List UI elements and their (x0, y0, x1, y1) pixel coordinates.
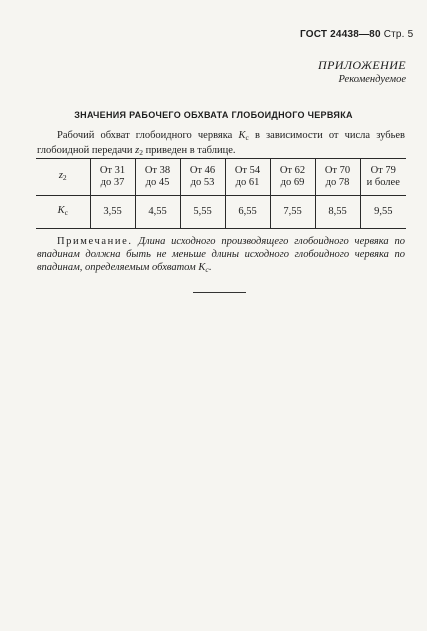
range-cell: От 46 до 53 (180, 159, 225, 196)
section-title: ЗНАЧЕНИЯ РАБОЧЕГО ОБХВАТА ГЛОБОИДНОГО ЧЕРВЯКА (74, 110, 353, 120)
end-divider (193, 292, 246, 293)
range-cell: От 79 и более (360, 159, 406, 196)
range-cell: От 31 до 37 (90, 159, 135, 196)
row-header-z2 (36, 159, 90, 196)
value-cell: 3,55 (90, 196, 135, 229)
row-header-kc (36, 196, 90, 229)
page-number: Стр. 5 (383, 29, 414, 40)
intro-text-2: в зависимости от числа зубьев глобоидной передачи (37, 130, 405, 156)
appendix-status: Рекомендуемое (338, 74, 406, 85)
standard-number: ГОСТ 24438—80 (300, 29, 381, 40)
table-row-z2 (36, 159, 406, 196)
intro-paragraph (37, 129, 405, 159)
symbol-k: K (238, 130, 246, 141)
range-cell: От 54 до 61 (225, 159, 270, 196)
value-cell: 8,55 (315, 196, 360, 229)
intro-text-1: Рабочий обхват глобоидного червяка (57, 130, 239, 141)
page-header (300, 29, 413, 40)
value-cell: 4,55 (135, 196, 180, 229)
k-subscript: c (64, 208, 68, 217)
note-end: . (208, 262, 212, 273)
table-row-kc (36, 196, 406, 229)
note-symbol-sub: c (205, 265, 209, 274)
value-cell: 7,55 (270, 196, 315, 229)
k-symbol: K (57, 205, 65, 216)
z-subscript: 2 (62, 173, 67, 182)
value-cell: 6,55 (225, 196, 270, 229)
note-symbol: K (198, 262, 206, 273)
range-cell: От 38 до 45 (135, 159, 180, 196)
note-text: Длина исходного производящего глобоидного червяка по впадинам должна быть не меньше длины исходного глобоидного червяка по впадинам, определяемым обхватом (37, 236, 405, 273)
symbol-z: z (135, 145, 140, 156)
note-paragraph (37, 235, 405, 276)
note-label: Примечание. (57, 236, 133, 247)
z-symbol: z (58, 170, 63, 181)
intro-text-3: приведен в таблице. (142, 145, 236, 156)
range-cell: От 70 до 78 (315, 159, 360, 196)
symbol-z-sub: 2 (139, 148, 143, 157)
appendix-label (318, 58, 406, 85)
range-cell: От 62 до 69 (270, 159, 315, 196)
value-cell: 5,55 (180, 196, 225, 229)
value-cell: 9,55 (360, 196, 406, 229)
appendix-title: ПРИЛОЖЕНИЕ (318, 58, 406, 72)
data-table (36, 158, 406, 229)
symbol-k-sub: c (245, 133, 249, 142)
